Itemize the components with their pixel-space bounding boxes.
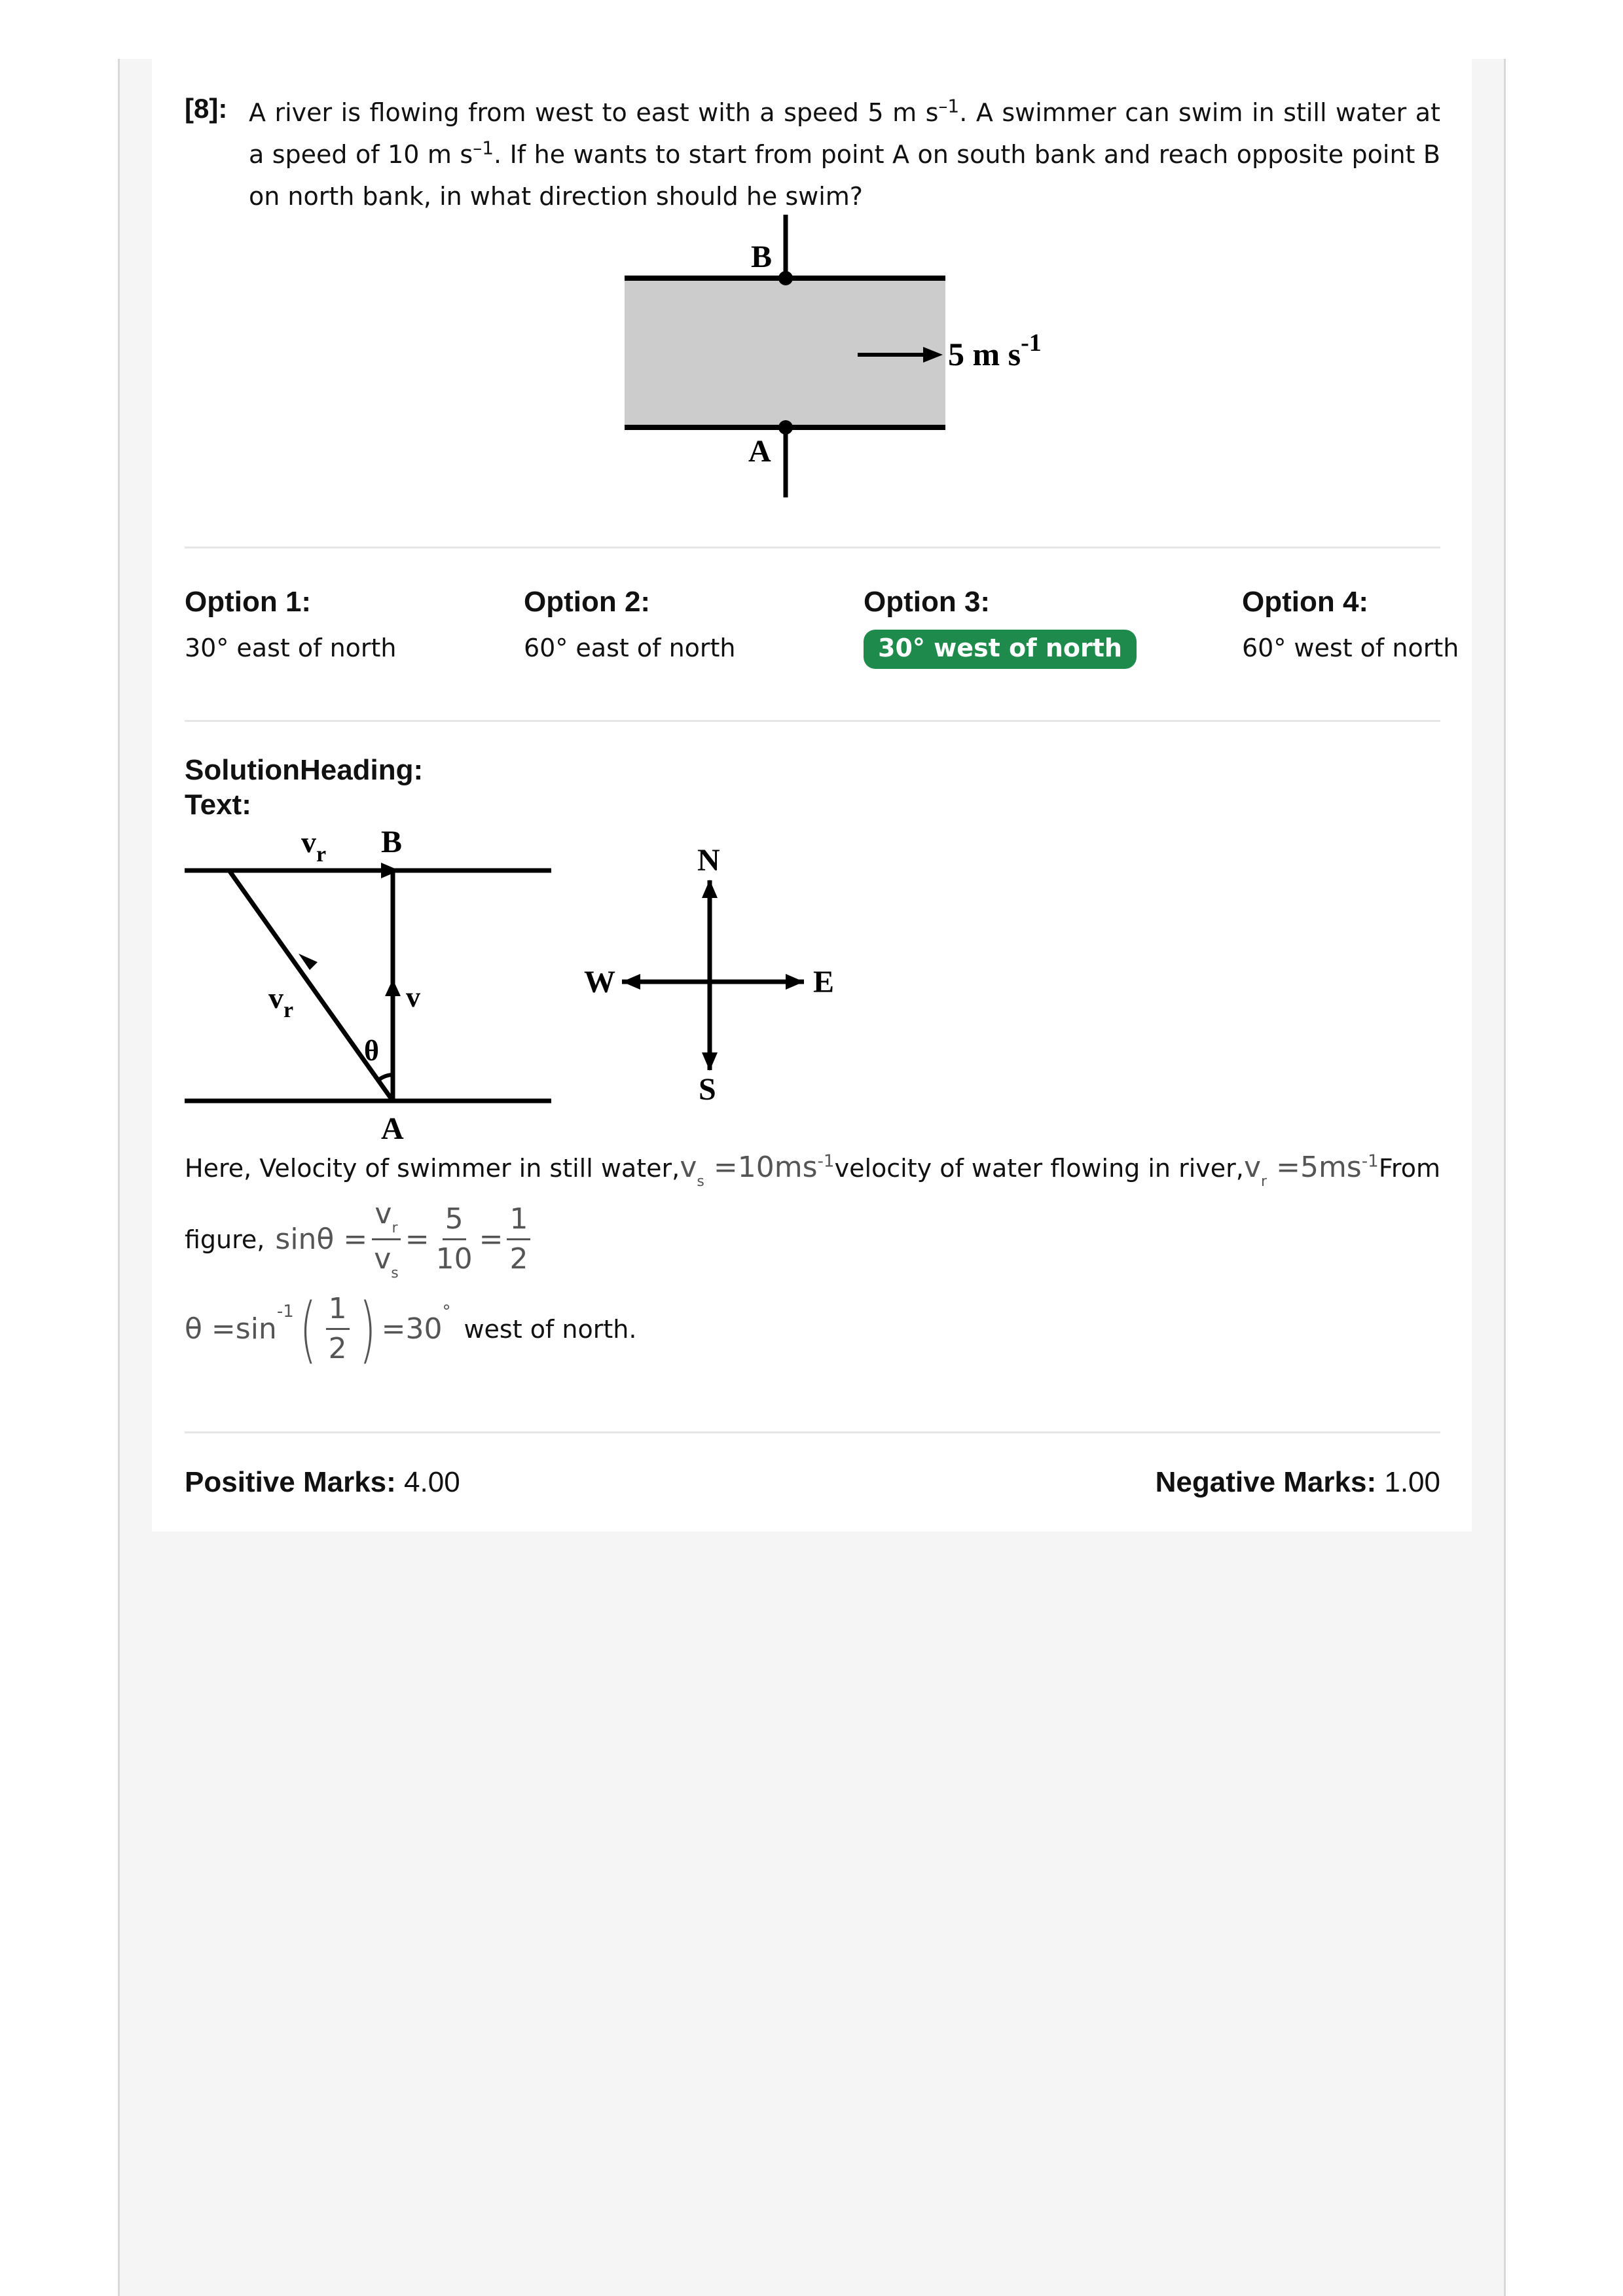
solution-heading: SolutionHeading: bbox=[185, 754, 424, 786]
point-b-dot bbox=[778, 271, 793, 285]
vs-expression: $v_s =10ms^{-1}$ bbox=[680, 1151, 835, 1190]
question-number: [8]: bbox=[185, 93, 228, 124]
sin-theta-expression: sinθ = $\frac{v_r}{v_s}$ = $\frac{5}{10}$ = $\frac{1}{2}$ bbox=[275, 1198, 534, 1281]
compass-s-arrow bbox=[702, 1052, 718, 1071]
divider-options bbox=[185, 720, 1440, 722]
compass-e-label: E bbox=[813, 965, 835, 999]
option-4-text[interactable]: 60° west of north bbox=[1242, 634, 1459, 662]
flow-speed-label: 5 m $s^{-1}$ bbox=[948, 329, 1042, 372]
question-text: A river is flowing from west to east with a speed 5 m $s^{-1}$. A swimmer can swim in still water at a speed of 10 m $s^{-1}$. If he wants to start from point A on south bank and reach opposite point B on north bank, in what direction should he swim? bbox=[249, 95, 1440, 211]
label-b: B bbox=[751, 240, 773, 274]
compass-n-arrow bbox=[702, 880, 718, 898]
river-diagram bbox=[615, 209, 1087, 504]
divider-bottom bbox=[185, 1431, 1440, 1433]
divider-top bbox=[185, 547, 1440, 548]
option-3-correct-badge[interactable]: 30° west of north bbox=[864, 630, 1137, 669]
solution-line-2: figure, sinθ = $\frac{v_r}{v_s}$ = $\frac{5}{10}$ = $\frac{1}{2}$ bbox=[185, 1198, 1440, 1281]
option-3-label: Option 3: bbox=[864, 586, 991, 618]
label-b-solution: B bbox=[381, 825, 403, 859]
point-a-dot bbox=[778, 420, 793, 435]
compass-n-label: N bbox=[697, 843, 720, 878]
theta-result-expression: θ =sin $^{-1}$ ( $\frac{1}{2}$ ) =30 ° bbox=[185, 1287, 451, 1371]
vs-arrow-head bbox=[299, 954, 318, 970]
solution-vector-diagram bbox=[177, 818, 871, 1145]
label-a-solution: A bbox=[381, 1111, 404, 1145]
solution-text-label: Text: bbox=[185, 789, 251, 821]
v-arrow-head bbox=[385, 979, 401, 996]
v-label: v bbox=[406, 981, 420, 1013]
negative-marks: Negative Marks: 1.00 bbox=[1155, 1466, 1440, 1498]
positive-marks: Positive Marks: 4.00 bbox=[185, 1466, 460, 1498]
vr-side-label: $v_r$ bbox=[268, 981, 294, 1022]
solution-line-1: Here, Velocity of swimmer in still water, $v_s =10ms^{-1}$ velocity of water flowing in river, $v_r =5ms^{-1}$ From bbox=[185, 1151, 1440, 1190]
compass-w-arrow bbox=[622, 974, 640, 990]
vr-expression: $v_r =5ms^{-1}$ bbox=[1243, 1151, 1379, 1190]
option-1-text[interactable]: 30° east of north bbox=[185, 634, 397, 662]
compass-w-label: W bbox=[584, 965, 615, 999]
option-2-text[interactable]: 60° east of north bbox=[524, 634, 736, 662]
vr-top-arrow-head bbox=[381, 863, 399, 878]
label-a: A bbox=[748, 434, 771, 469]
solution-line-3: θ =sin $^{-1}$ ( $\frac{1}{2}$ ) =30 ° west of north. bbox=[185, 1287, 637, 1371]
option-1-label: Option 1: bbox=[185, 586, 312, 618]
compass-e-arrow bbox=[786, 974, 804, 990]
option-4-label: Option 4: bbox=[1242, 586, 1369, 618]
theta-label: θ bbox=[364, 1035, 379, 1067]
vr-top-label: $v_r$ bbox=[301, 825, 327, 867]
option-2-label: Option 2: bbox=[524, 586, 651, 618]
compass-s-label: S bbox=[699, 1072, 716, 1107]
